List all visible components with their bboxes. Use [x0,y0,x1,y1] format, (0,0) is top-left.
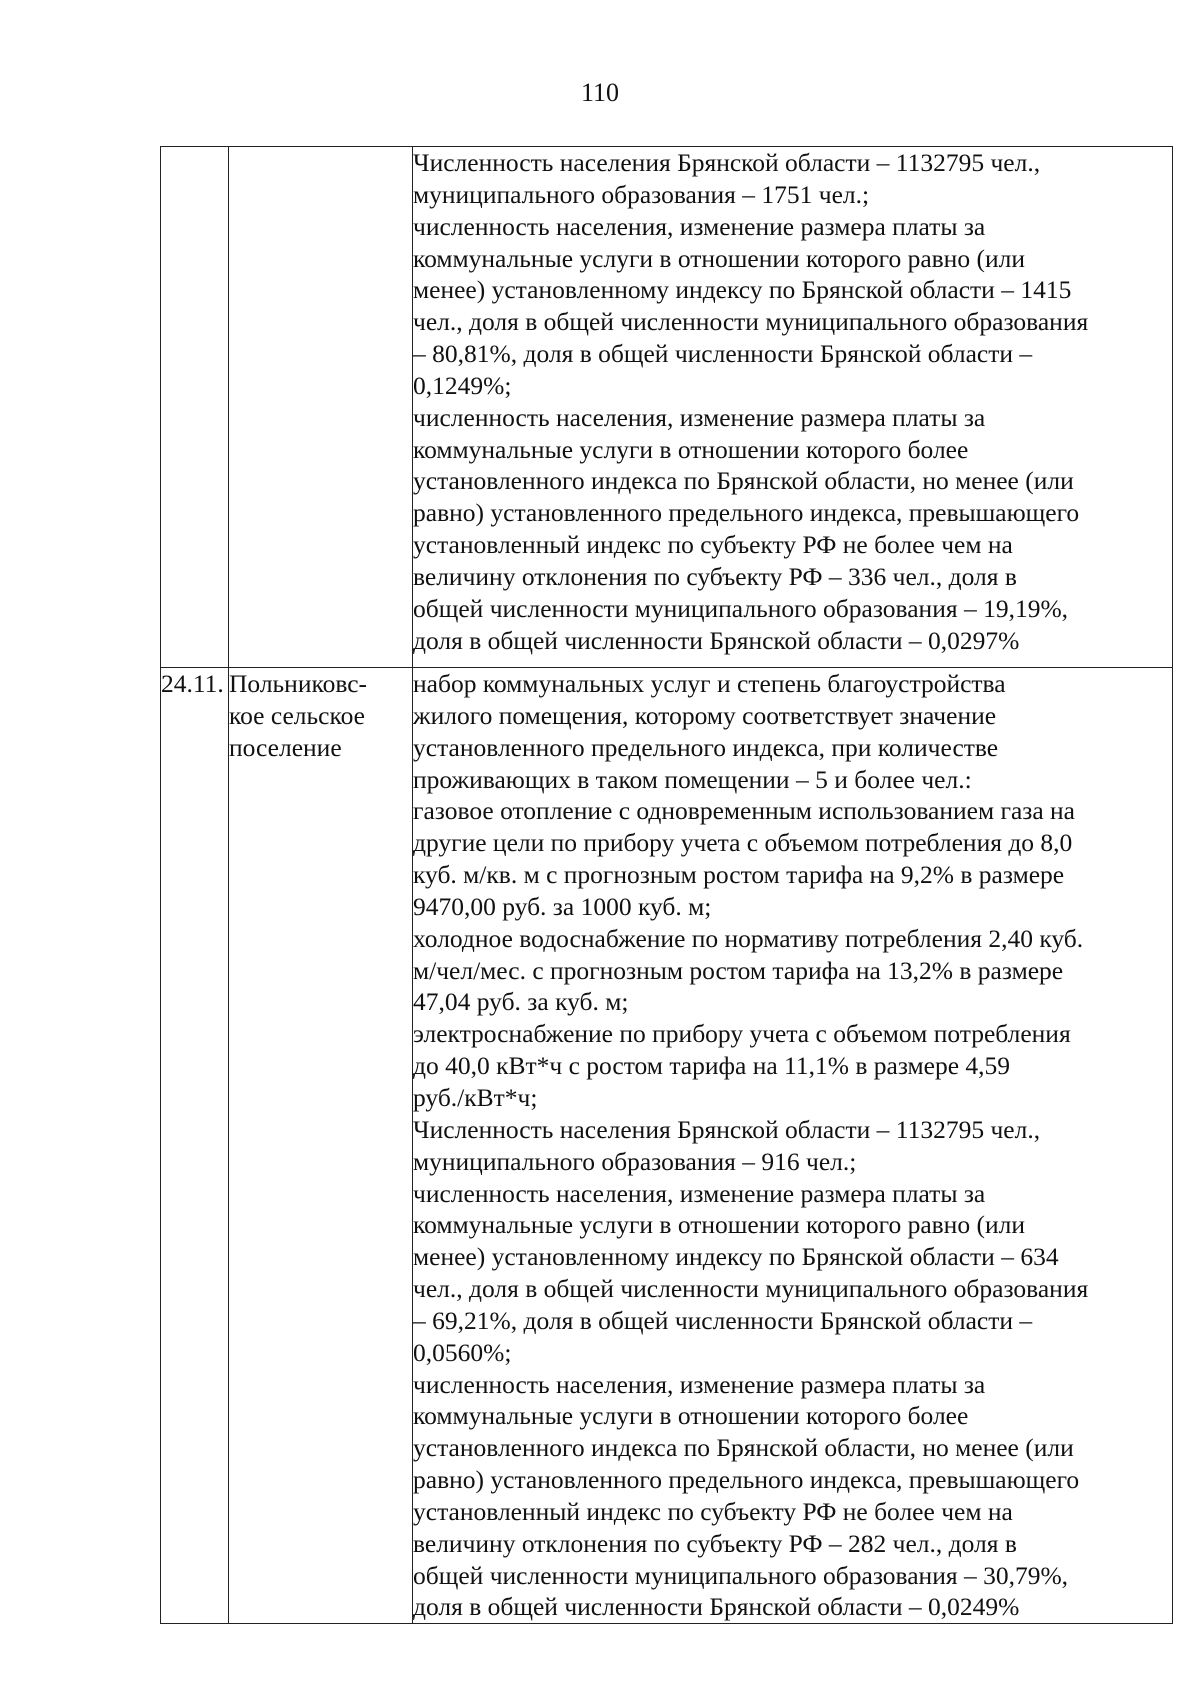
text-line: 9470,00 руб. за 1000 куб. м; [413,891,712,921]
description-cell [413,668,1173,1624]
text-line: – 69,21%, доля в общей численности Брянской области – [413,1305,1033,1335]
text-line: коммунальные услуги в отношении которого равно (или [413,1210,1025,1240]
text-line: руб./кВт*ч; [413,1082,538,1112]
table-row [161,668,1173,1624]
text-line: менее) установленному индексу по Брянской области – 1415 [413,275,1072,305]
text-line: коммунальные услуги в отношении которого равно (или [413,243,1025,273]
text-line: газовое отопление с одновременным использованием газа на [413,796,1076,826]
text-line: муниципального образования – 916 чел.; [413,1146,857,1176]
text-line: холодное водоснабжение по нормативу потребления 2,40 куб. [413,923,1084,953]
text-line: установленный индекс по субъекту РФ не более чем на [413,1496,1013,1526]
page-number: 110 [580,78,620,107]
text-line: Польниковс- [229,669,368,698]
text-line: 0,0560%; [413,1337,512,1367]
text-line: величину отклонения по субъекту РФ – 282 чел., доля в [413,1528,1017,1558]
text-line: установленного индекса по Брянской области, но менее (или [413,466,1074,496]
description-cell [413,147,1173,668]
text-line: куб. м/кв. м с прогнозным ростом тарифа на 9,2% в размере [413,860,1065,890]
text-line: электроснабжение по прибору учета с объемом потребления [413,1019,1071,1049]
text-line: равно) установленного предельного индекса, превышающего [413,498,1080,528]
text-line: 0,1249%; [413,370,512,400]
text-line: численность населения, изменение размера платы за [413,1369,986,1399]
municipality-name-cell [229,147,413,668]
text-line: установленного предельного индекса, при количестве [413,732,999,762]
text-line: коммунальные услуги в отношении которого более [413,1401,969,1431]
text-line: величину отклонения по субъекту РФ – 336 чел., доля в [413,561,1017,591]
text-line: проживающих в таком помещении – 5 и более чел.: [413,764,972,794]
text-line: муниципального образования – 1751 чел.; [413,179,870,209]
text-line: доля в общей численности Брянской области – 0,0297% [413,625,1020,655]
text-line: менее) установленному индексу по Брянской области – 634 [413,1242,1059,1272]
text-line: 47,04 руб. за куб. м; [413,987,629,1017]
document-table [160,146,1173,1624]
text-line: до 40,0 кВт*ч с ростом тарифа на 11,1% в размере 4,59 [413,1051,1011,1081]
municipality-name-cell [229,668,413,1624]
text-line: установленного индекса по Брянской области, но менее (или [413,1433,1074,1463]
text-line: установленный индекс по субъекту РФ не более чем на [413,530,1013,560]
text-line: равно) установленного предельного индекса, превышающего [413,1465,1080,1495]
text-line: общей численности муниципального образования – 30,79%, [413,1560,1069,1590]
text-line: набор коммунальных услуг и степень благоустройства [413,669,1006,698]
table-row [161,147,1173,668]
text-line: численность населения, изменение размера платы за [413,211,986,241]
text-line: коммунальные услуги в отношении которого более [413,434,969,464]
text-line: численность населения, изменение размера платы за [413,402,986,432]
text-line: доля в общей численности Брянской области – 0,0249% [413,1592,1020,1622]
text-line: численность населения, изменение размера платы за [413,1178,986,1208]
row-number-cell [161,147,229,668]
text-line: Численность населения Брянской области – 1132795 чел., [413,148,1041,177]
text-line: Численность населения Брянской области – 1132795 чел., [413,1114,1041,1144]
text-line: чел., доля в общей численности муниципального образования [413,1274,1089,1304]
text-line: чел., доля в общей численности муниципального образования [413,307,1089,337]
text-line: другие цели по прибору учета с объемом потребления до 8,0 [413,828,1073,858]
row-number-cell: 24.11. [161,668,229,1624]
text-line: поселение [229,732,342,762]
text-line: – 80,81%, доля в общей численности Брянской области – [413,339,1033,369]
text-line: общей численности муниципального образования – 19,19%, [413,593,1069,623]
text-line: м/чел/мес. с прогнозным ростом тарифа на 13,2% в размере [413,955,1064,985]
text-line: кое сельское [229,700,365,730]
text-line: жилого помещения, которому соответствует значение [413,700,997,730]
